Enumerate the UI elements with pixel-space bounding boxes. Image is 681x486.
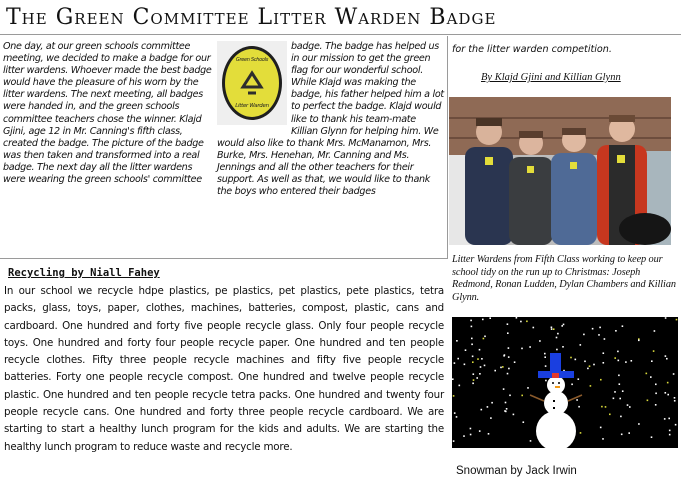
snowflake bbox=[523, 421, 525, 423]
snowflake bbox=[631, 360, 633, 362]
snowflake bbox=[539, 340, 541, 342]
snowflake bbox=[665, 392, 667, 394]
snowflake bbox=[457, 358, 459, 360]
snowflake bbox=[479, 349, 481, 351]
snowflake bbox=[463, 435, 465, 437]
snowflake bbox=[557, 333, 559, 335]
snowflake bbox=[605, 406, 607, 408]
litter-wardens-photo bbox=[449, 97, 671, 245]
article-column-2-text: badge. The badge has helped us in our mission to get the green flag for our wonderful school. While Klajd was making the badge, his father helped him a lot to perfect the badge. Klajd would like to thank his team-mate Killian Glynn for helping him. We would also like to thank Mrs. McManamon, Mrs. Burke, Mrs. Henehan, Mr. Canning and Ms. Jennings and all the other teachers for their support. As well as that, we would like to thank the boys who entered their badges bbox=[217, 41, 444, 198]
snowflake bbox=[583, 334, 585, 336]
snowflake bbox=[464, 364, 466, 366]
snowflake bbox=[599, 327, 601, 329]
snowflake bbox=[545, 380, 547, 382]
snowflake bbox=[650, 376, 652, 378]
snowflake bbox=[505, 402, 507, 404]
snowflake bbox=[473, 379, 475, 381]
snowflake bbox=[621, 434, 623, 436]
snowflake bbox=[625, 361, 627, 363]
snowflake bbox=[620, 416, 622, 418]
snowflake bbox=[489, 317, 491, 319]
snowflake bbox=[533, 327, 535, 329]
snowflake bbox=[494, 370, 496, 372]
snowflake bbox=[676, 319, 678, 321]
column-divider bbox=[447, 36, 448, 258]
snowflake bbox=[669, 434, 671, 436]
snowflake bbox=[527, 387, 529, 389]
snowflake bbox=[584, 361, 586, 363]
snowflake bbox=[638, 340, 640, 342]
snowflake bbox=[646, 373, 648, 375]
snowflake bbox=[471, 326, 473, 328]
snowman-middle bbox=[544, 391, 568, 415]
snowflake bbox=[609, 414, 611, 416]
page-title: The Green Committee Litter Warden Badge bbox=[6, 5, 497, 30]
badge-text-bottom: Litter Warden bbox=[235, 103, 269, 109]
snowman-drawing bbox=[452, 317, 678, 455]
recycling-body: In our school we recycle hdpe plastics, pe plastics, pet plastics, pete plastics, tetra packs, glass, toys, paper, clothes, machines, batteries, compost, plastic, cans and cardboard. One hundred and forty five people recycle glass. Only four people recycle toys. One hundred and forty four people recycle paper. One hundred and ten people recycle clothes. Fifty three people recycle machines and fifty five people recycle batteries. Forty one people recycle compost. One hundred and twelve people recycle plastic. One hundred and ten people recycle tetra packs. One hundred and twenty four people recycle cans. One hundred and forty three people recycle cardboard. We are starting to start a healthy lunch program for the kids and adults. We are starting the healthy lunch program to reduce waste and recycle more. bbox=[4, 285, 444, 453]
badge-image bbox=[217, 41, 287, 125]
snowflake bbox=[603, 362, 605, 364]
snowflake bbox=[601, 406, 603, 408]
snowflake bbox=[604, 338, 606, 340]
snowflake bbox=[456, 340, 458, 342]
snowflake bbox=[479, 373, 481, 375]
snowflake bbox=[470, 428, 472, 430]
snowflake bbox=[551, 328, 553, 330]
snowflake bbox=[508, 356, 510, 358]
snowflake bbox=[590, 385, 592, 387]
snowflake bbox=[613, 398, 615, 400]
snowflake bbox=[471, 344, 473, 346]
snowflake bbox=[563, 324, 565, 326]
byline: By Klajd Gjini and Killian Glynn bbox=[481, 72, 621, 83]
snowflake bbox=[651, 360, 653, 362]
snowflake bbox=[675, 424, 677, 426]
snowflake bbox=[674, 397, 676, 399]
snowflake bbox=[504, 410, 506, 412]
snowflake bbox=[465, 349, 467, 351]
snowflake bbox=[667, 394, 669, 396]
snowflake bbox=[587, 368, 589, 370]
snowflake bbox=[526, 321, 528, 323]
snowflake bbox=[614, 391, 616, 393]
snowflake bbox=[598, 334, 600, 336]
snowflake bbox=[562, 346, 564, 348]
snowflake bbox=[506, 408, 508, 410]
snowflake bbox=[654, 330, 656, 332]
snowflake bbox=[668, 418, 670, 420]
snowflake bbox=[578, 378, 580, 380]
snowflake bbox=[617, 351, 619, 353]
snowflake bbox=[619, 398, 621, 400]
snowflake bbox=[529, 346, 531, 348]
snowflake bbox=[452, 378, 454, 380]
snowflake bbox=[472, 361, 474, 363]
snowflake bbox=[530, 440, 532, 442]
snowflake bbox=[627, 404, 629, 406]
snowflake bbox=[481, 409, 483, 411]
snowflake bbox=[481, 358, 483, 360]
snowflake bbox=[507, 373, 509, 375]
snowflake bbox=[556, 337, 558, 339]
snowflake bbox=[553, 328, 555, 330]
snowflake bbox=[491, 402, 493, 404]
article-column-3: for the litter warden competition. bbox=[452, 44, 612, 55]
snowflake bbox=[628, 432, 630, 434]
snowflake bbox=[664, 418, 666, 420]
snowflake bbox=[655, 404, 657, 406]
snowflake bbox=[580, 344, 582, 346]
snowflake bbox=[622, 390, 624, 392]
snowflake bbox=[571, 384, 573, 386]
snowflake bbox=[473, 373, 475, 375]
snowflake bbox=[638, 423, 640, 425]
snowflake bbox=[570, 357, 572, 359]
snowflake bbox=[592, 328, 594, 330]
snowflake bbox=[503, 355, 505, 357]
snowflake bbox=[483, 338, 485, 340]
snowflake bbox=[614, 357, 616, 359]
snowflake bbox=[482, 319, 484, 321]
snowflake bbox=[476, 377, 478, 379]
snowflake bbox=[472, 356, 474, 358]
snowflake bbox=[556, 349, 558, 351]
snowflake bbox=[502, 366, 504, 368]
snowflake bbox=[615, 330, 617, 332]
snowflake bbox=[507, 332, 509, 334]
snowflake bbox=[618, 375, 620, 377]
snowflake bbox=[544, 356, 546, 358]
recycling-heading: Recycling by Niall Fahey bbox=[8, 267, 160, 279]
snowflake bbox=[600, 427, 602, 429]
snowflake bbox=[653, 350, 655, 352]
snowflake bbox=[655, 384, 657, 386]
snowflake bbox=[471, 338, 473, 340]
snowflake bbox=[472, 383, 474, 385]
snowflake bbox=[454, 362, 456, 364]
snowflake bbox=[561, 325, 563, 327]
snowman-base bbox=[536, 411, 576, 451]
snowflake bbox=[578, 406, 580, 408]
snowflake bbox=[500, 367, 502, 369]
article-column-1: One day, at our green schools committee meeting, we decided to make a badge for our litter wardens. Whoever made the best badge would have the pleasure of his worn by the litter wardens. The next meeting, all badges were handed in, and the green schools committee teachers chose the winner. Klajd Gjini, age 12 in Mr. Canning's fifth class, created the badge. The picture of the badge was then taken and transformed into a real badge. The next day all the litter wardens were wearing the green schools' committee bbox=[3, 41, 212, 186]
snowflake bbox=[602, 438, 604, 440]
snowflake bbox=[619, 383, 621, 385]
snowflake bbox=[503, 388, 505, 390]
article-column-2 bbox=[217, 41, 445, 241]
snowflake bbox=[520, 321, 522, 323]
section-divider bbox=[0, 258, 448, 259]
snowflake bbox=[618, 360, 620, 362]
snowflake bbox=[665, 317, 667, 319]
snowflake bbox=[603, 352, 605, 354]
snowflake bbox=[479, 430, 481, 432]
snowflake bbox=[454, 412, 456, 414]
snowflake bbox=[484, 336, 486, 338]
snowflake bbox=[593, 364, 595, 366]
snowflake bbox=[488, 433, 490, 435]
snowflake bbox=[521, 395, 523, 397]
snowflake bbox=[545, 365, 547, 367]
snowflake bbox=[513, 414, 515, 416]
snowflake bbox=[600, 379, 602, 381]
snowflake bbox=[666, 358, 668, 360]
title-underline bbox=[0, 34, 681, 35]
snowflake bbox=[575, 359, 577, 361]
snowflake bbox=[514, 361, 516, 363]
snowflake bbox=[509, 395, 511, 397]
snowflake bbox=[487, 406, 489, 408]
snowflake bbox=[647, 400, 649, 402]
snowflake bbox=[667, 382, 669, 384]
snowflake bbox=[521, 348, 523, 350]
snowflake bbox=[477, 358, 479, 360]
snowman-head bbox=[547, 376, 565, 394]
snowflake bbox=[669, 430, 671, 432]
snowflake bbox=[622, 325, 624, 327]
badge-text-top: Green Schools bbox=[235, 57, 269, 63]
snowflake bbox=[629, 406, 631, 408]
snowflake bbox=[651, 436, 653, 438]
snowman-caption: Snowman by Jack Irwin bbox=[456, 465, 577, 477]
snowflake bbox=[508, 347, 510, 349]
snowflake bbox=[453, 395, 455, 397]
snowflake bbox=[674, 400, 676, 402]
snowflake bbox=[470, 434, 472, 436]
snowflake bbox=[580, 432, 582, 434]
snowflake bbox=[551, 327, 553, 329]
snowflake bbox=[508, 368, 510, 370]
snowflake bbox=[484, 365, 486, 367]
snowflake bbox=[490, 417, 492, 419]
snowflake bbox=[456, 416, 458, 418]
snowflake bbox=[470, 320, 472, 322]
snowflake bbox=[544, 353, 546, 355]
snowflake bbox=[459, 385, 461, 387]
snowflake bbox=[453, 440, 455, 442]
snowflake bbox=[507, 323, 509, 325]
snowflake bbox=[516, 317, 518, 319]
snowflake bbox=[655, 393, 657, 395]
snowflake bbox=[576, 399, 578, 401]
snowflake bbox=[673, 373, 675, 375]
photo-caption: Litter Wardens from Fifth Class working to keep our school tidy on the run up to Christmas: Joseph Redmond, Ronan Ludden, Dylan Chambers and Killian Glynn. bbox=[452, 254, 676, 303]
snowflake bbox=[589, 365, 591, 367]
snowflake bbox=[665, 355, 667, 357]
snowflake bbox=[480, 366, 482, 368]
